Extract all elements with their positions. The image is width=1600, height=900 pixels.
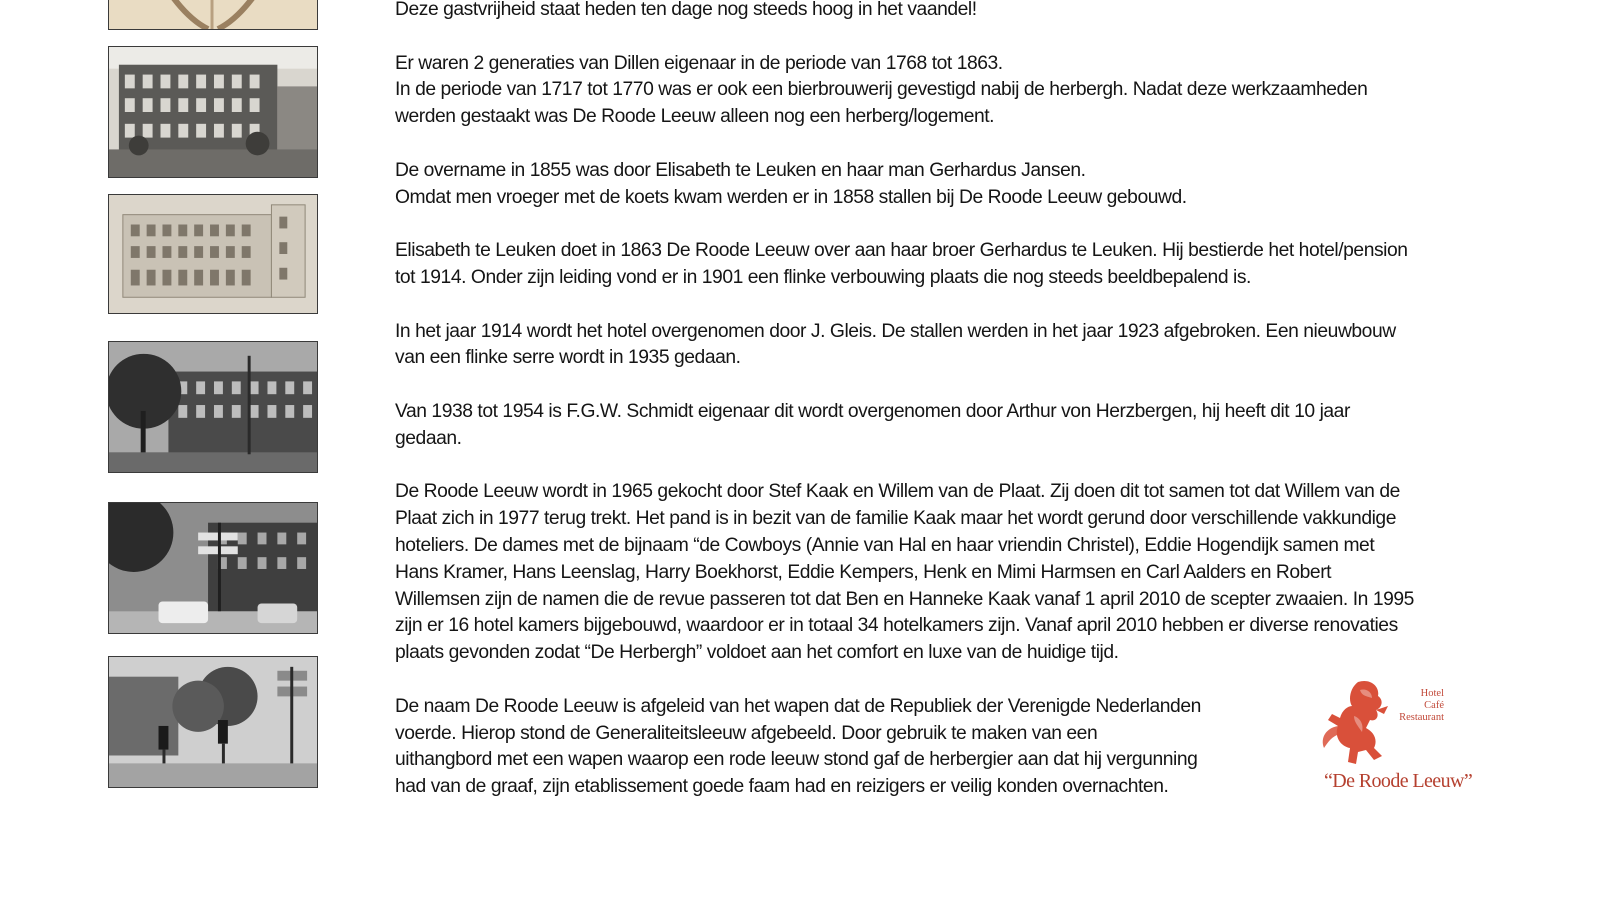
text-line: zijn er 16 hotel kamers bijgebouwd, waardoor er in totaal 34 hotelkamers zijn. Vanaf april 2010 hebben er diverse renovaties [395, 615, 1398, 637]
text-line: had van de graaf, zijn etablissement goede faam had en reizigers er veilig konden overnachten. [395, 776, 1169, 798]
logo-subtitle [1390, 688, 1444, 724]
paragraph-schmidt [395, 399, 1565, 453]
text-line: Hans Kramer, Hans Leenslag, Harry Boekhorst, Eddie Kempers, Henk en Mimi Harmsen en Carl Aalders en Robert [395, 561, 1332, 583]
text-line: Omdat men vroeger met de koets kwam werden er in 1858 stallen bij De Roode Leeuw gebouwd. [395, 186, 1187, 208]
paragraph-overname-1855 [395, 158, 1565, 212]
photo-crossroads [108, 656, 318, 788]
text-line: Er waren 2 generaties van Dillen eigenaar in de periode van 1768 tot 1863. [395, 52, 1003, 74]
paragraph-naam [395, 694, 1275, 801]
photo-street-cars [108, 502, 318, 634]
text-line: De overname in 1855 was door Elisabeth te Leuken en haar man Gerhardus Jansen. [395, 159, 1086, 181]
text-line: De naam De Roode Leeuw is afgeleid van het wapen dat de Republiek der Verenigde Nederlanden [395, 695, 1201, 717]
hotel-logo [1318, 676, 1473, 806]
text-line: Willemsen zijn de namen die de revue passeren tot dat Ben en Hanneke Kaak vanaf 1 april 2010 de scepter zwaaien. In 1995 [395, 588, 1414, 610]
logo-line-cafe: Café [1424, 700, 1444, 711]
lion-icon [1318, 676, 1394, 768]
text-line: Plaat zich in 1977 terug trekt. Het pand is in bezit van de familie Kaak maar het wordt gerund door verschillende vakkundige [395, 508, 1396, 530]
photo-architect-drawing [108, 194, 318, 314]
text-line: Van 1938 tot 1954 is F.G.W. Schmidt eigenaar dit wordt overgenomen door Arthur von Herzbergen, hij heeft dit 10 jaar [395, 400, 1350, 422]
text-line: gedaan. [395, 427, 462, 449]
text-line: De Roode Leeuw wordt in 1965 gekocht door Stef Kaak en Willem van de Plaat. Zij doen dit tot samen tot dat Willem van de [395, 481, 1400, 503]
text-line: In het jaar 1914 wordt het hotel overgenomen door J. Gleis. De stallen werden in het jaar 1923 afgebroken. Een nieuwbouw [395, 320, 1396, 342]
text-line: uithangbord met een wapen waarop een rode leeuw stond gaf de herbergier aan dat hij vergunning [395, 749, 1198, 771]
paragraph-van-dillen [395, 51, 1565, 131]
text-line: Deze gastvrijheid staat heden ten dage nog steeds hoog in het vaandel! [395, 0, 977, 20]
text-line: In de periode van 1717 tot 1770 was er ook een bierbrouwerij gevestigd nabij de herbergh. Nadat deze werkzaamheden [395, 79, 1368, 101]
text-line: werden gestaakt was De Roode Leeuw alleen nog een herberg/logement. [395, 106, 995, 128]
photo-hotel-postcard [108, 46, 318, 178]
text-line: van een flinke serre wordt in 1935 gedaan. [395, 347, 741, 369]
logo-line-hotel: Hotel [1420, 688, 1444, 699]
photo-hotel-street-old [108, 341, 318, 473]
paragraph-kaak [395, 479, 1565, 667]
logo-line-restaurant: Restaurant [1399, 712, 1444, 723]
text-line: Elisabeth te Leuken doet in 1863 De Roode Leeuw over aan haar broer Gerhardus te Leuken. Hij bestierde het hotel/pension [395, 240, 1408, 262]
text-line: hoteliers. De dames met de bijnaam “de Cowboys (Annie van Hal en haar vriendin Christel), Eddie Hogendijk samen met [395, 534, 1375, 556]
paragraph-gerhardus [395, 238, 1565, 292]
text-line: plaats gevonden zodat “De Herbergh” voldoet aan het comfort en luxe van de huidige tijd. [395, 642, 1119, 664]
paragraph-gastvrijheid [395, 0, 1565, 24]
text-line: tot 1914. Onder zijn leiding vond er in 1901 een flinke verbouwing plaats die nog steeds beeldbepalend is. [395, 266, 1251, 288]
paragraph-gleis [395, 319, 1565, 373]
logo-name: “De Roode Leeuw” [1324, 770, 1473, 792]
photo-illustration-top [108, 0, 318, 30]
text-line: voerde. Hierop stond de Generaliteitsleeuw afgebeeld. Door gebruik te maken van een [395, 722, 1098, 744]
